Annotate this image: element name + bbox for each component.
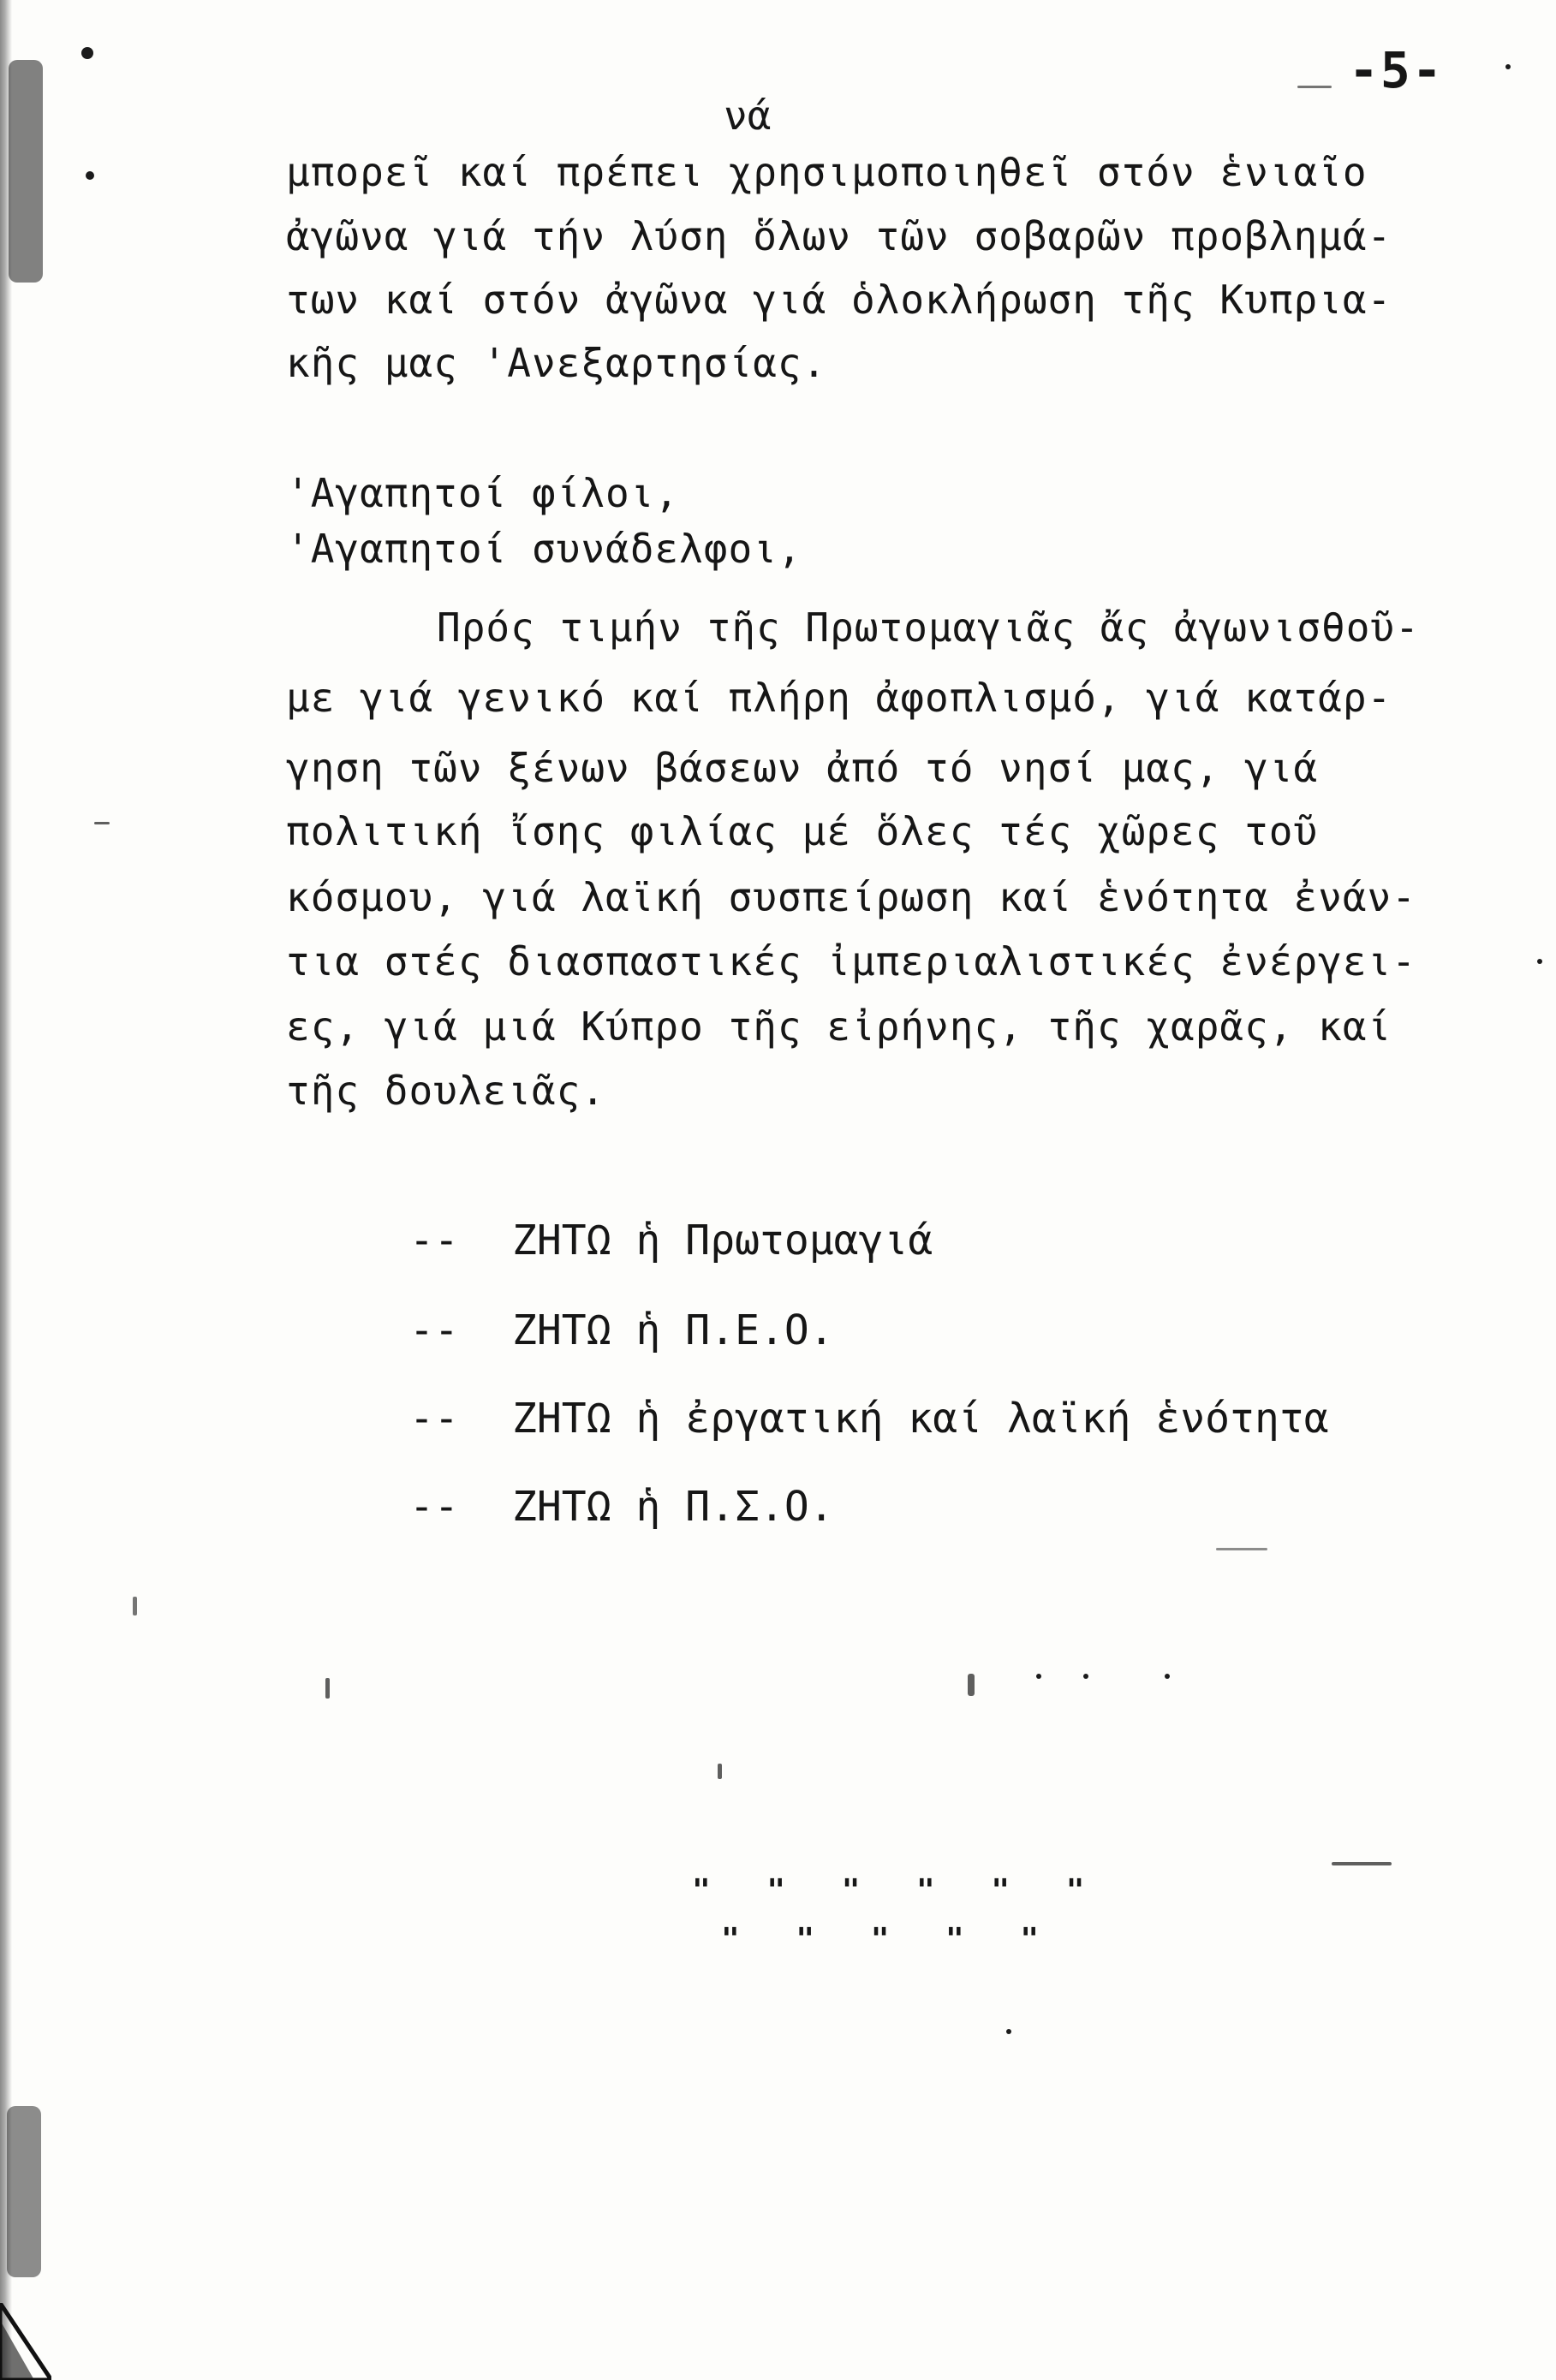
scan-speck [1505, 64, 1511, 69]
scan-stain [9, 60, 43, 283]
scan-speck [81, 47, 93, 59]
scan-speck [1165, 1674, 1170, 1679]
scan-mark [1216, 1548, 1267, 1550]
page-number: -5- [1349, 41, 1444, 99]
scan-speck [86, 171, 94, 180]
slogan-dash: -- [409, 1483, 459, 1531]
paragraph-line: κόσμου, γιά λαϊκή συσπείρωση καί ἑνότητα ἐνάν- [286, 874, 1416, 920]
greeting-line: 'Αγαπητοί συνάδελφοι, [286, 526, 802, 572]
paragraph-line: γηση τῶν ξένων βάσεων ἀπό τό νησί μας, γιά [286, 745, 1319, 791]
slogan-item [409, 1217, 933, 1264]
paragraph-line: των καί στόν ἀγῶνα γιά ὁλοκλήρωση τῆς Κυπρια- [286, 277, 1392, 323]
scan-mark [1297, 86, 1332, 88]
paragraph-line: πολιτική ἴσης φιλίας μέ ὅλες τές χῶρες τοῦ [286, 808, 1319, 854]
slogan-item [409, 1483, 834, 1531]
scan-edge-shadow [0, 0, 12, 2380]
slogan-dash: -- [409, 1395, 459, 1443]
scan-mark [94, 822, 110, 824]
slogan-text: ΖΗΤΩ ἡ Π.Ε.Ο. [512, 1306, 834, 1354]
paragraph-line: τια στές διασπαστικές ἰμπεριαλιστικές ἐνέργει- [286, 938, 1416, 985]
paragraph-line: τῆς δουλειᾶς. [286, 1068, 606, 1114]
scan-mark [968, 1674, 975, 1696]
slogan-text: ΖΗΤΩ ἡ Π.Σ.Ο. [512, 1483, 834, 1531]
greeting-line: 'Αγαπητοί φίλοι, [286, 470, 680, 516]
scan-speck [1006, 2029, 1011, 2034]
slogan-item [409, 1306, 834, 1354]
scan-stain [7, 2106, 41, 2277]
paragraph-line: ες, γιά μιά Κύπρο τῆς εἰρήνης, τῆς χαρᾶς, καί [286, 1003, 1392, 1050]
scan-speck [1083, 1674, 1088, 1679]
scan-mark [718, 1764, 722, 1779]
slogan-text: ΖΗΤΩ ἡ Πρωτομαγιά [512, 1217, 933, 1264]
paragraph-line: Πρός τιμήν τῆς Πρωτομαγιᾶς ἄς ἀγωνισθοῦ- [437, 604, 1420, 651]
scan-speck [1036, 1674, 1041, 1679]
paragraph-line: ἀγῶνα γιά τήν λύση ὅλων τῶν σοβαρῶν προβλημά- [286, 213, 1392, 259]
ditto-row: " " " " " [721, 1922, 1058, 1957]
paragraph-line: με γιά γενικό καί πλήρη ἀφοπλισμό, γιά κατάρ- [286, 675, 1392, 721]
scan-mark [325, 1678, 330, 1699]
scan-mark [133, 1597, 137, 1615]
scan-speck [1537, 959, 1542, 964]
slogan-dash: -- [409, 1306, 459, 1354]
corner-fold-mark [0, 2303, 51, 2380]
slogan-text: ΖΗΤΩ ἡ ἐργατική καί λαϊκή ἑνότητα [512, 1395, 1329, 1443]
scan-mark [1332, 1862, 1392, 1865]
paragraph-line: μπορεῖ καί πρέπει χρησιμοποιηθεῖ στόν ἑνιαῖο [286, 149, 1368, 195]
slogan-dash: -- [409, 1217, 459, 1264]
handwritten-insert: νά [724, 92, 772, 139]
slogan-item [409, 1395, 1329, 1443]
paragraph-line: κῆς μας 'Ανεξαρτησίας. [286, 340, 827, 386]
ditto-row: " " " " " " [692, 1873, 1104, 1908]
